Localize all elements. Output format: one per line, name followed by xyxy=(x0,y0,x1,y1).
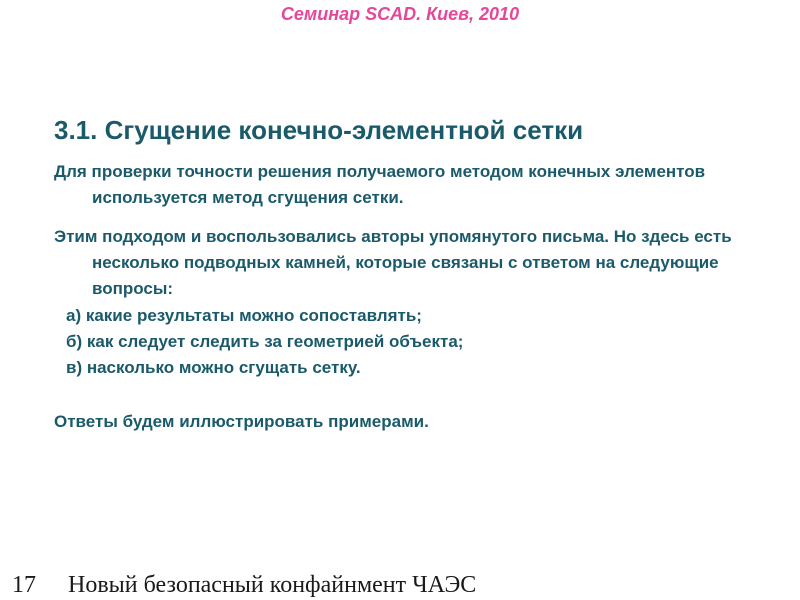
page-number: 17 xyxy=(12,572,36,598)
question-item-a: а) какие результаты можно сопоставлять; xyxy=(66,306,422,325)
question-item-b: б) как следует следить за геометрией объекта; xyxy=(66,332,464,351)
paragraph-1: Для проверки точности решения получаемого методом конечных элементов используется метод сгущения сетки. xyxy=(54,162,706,207)
question-item-c: в) насколько можно сгущать сетку. xyxy=(66,358,361,377)
slide-title: 3.1. Сгущение конечно-элементной сетки xyxy=(54,115,584,145)
paragraph-2: Этим подходом и воспользовались авторы упомянутого письма. Но здесь есть несколько подводных камней, которые связаны с ответом на следующие вопросы: xyxy=(54,227,732,298)
paragraph-1-container xyxy=(54,159,754,211)
conclusion-text: Ответы будем иллюстрировать примерами. xyxy=(54,412,429,431)
paragraph-2-container xyxy=(54,224,754,302)
questions-list xyxy=(66,303,463,381)
footer-title: Новый безопасный конфайнмент ЧАЭС xyxy=(68,572,477,598)
seminar-header: Семинар SCAD. Киев, 2010 xyxy=(280,4,520,24)
